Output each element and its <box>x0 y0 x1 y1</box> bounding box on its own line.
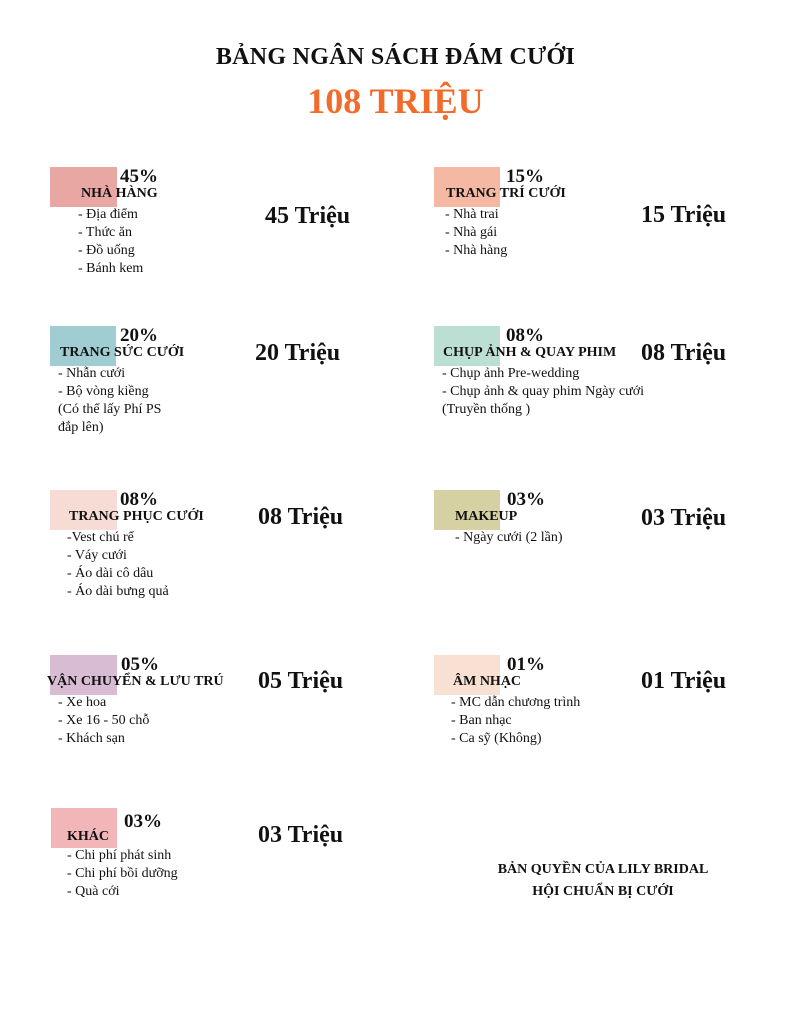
category-amount: 03 Triệu <box>258 822 344 848</box>
category-name: KHÁC <box>67 829 109 844</box>
list-item: - Ca sỹ (Không) <box>451 731 542 746</box>
category-amount: 15 Triệu <box>641 202 727 228</box>
category-items <box>451 694 580 748</box>
category-name: MAKEUP <box>455 509 518 524</box>
category-name: TRANG SỨC CƯỚI <box>60 345 185 360</box>
list-item: - Xe 16 - 50 chỗ <box>58 713 150 728</box>
category-amount: 45 Triệu <box>265 203 351 229</box>
list-item: - Nhà gái <box>445 225 498 240</box>
category-percent: 45% <box>120 166 158 187</box>
category-percent: 03% <box>507 489 545 510</box>
list-item: - Xe hoa <box>58 695 107 710</box>
category-items <box>58 365 161 437</box>
category-amount: 08 Triệu <box>258 504 344 530</box>
group-name: HỘI CHUẨN BỊ CƯỚI <box>532 884 674 899</box>
list-item: - Ban nhạc <box>451 713 512 728</box>
category-percent: 08% <box>120 489 158 510</box>
list-item: - Chi phí phát sinh <box>67 848 172 863</box>
list-item: - Nhà hàng <box>445 243 508 258</box>
category-items <box>445 206 507 260</box>
category-amount: 03 Triệu <box>641 505 727 531</box>
copyright-footer <box>470 859 736 903</box>
list-item: - Đồ uống <box>78 243 135 258</box>
category-name: VẬN CHUYỂN & LƯU TRÚ <box>47 674 224 689</box>
list-item: - Nhà trai <box>445 207 499 222</box>
category-percent: 03% <box>124 811 162 832</box>
list-item: - Chi phí bồi dưỡng <box>67 866 178 881</box>
category-percent: 15% <box>506 166 544 187</box>
list-item: -Vest chú rể <box>67 530 134 545</box>
list-item: - Quà cới <box>67 884 120 899</box>
list-item: - Áo dài cô dâu <box>67 566 154 581</box>
category-name: TRANG PHỤC CƯỚI <box>69 509 204 524</box>
list-item: - Váy cưới <box>67 548 127 563</box>
list-item: - MC dẫn chương trình <box>451 695 581 710</box>
page-title: BẢNG NGÂN SÁCH ĐÁM CƯỚI <box>215 44 576 70</box>
list-item: đắp lên) <box>58 420 104 435</box>
list-item: - Bộ vòng kiềng <box>58 384 149 399</box>
list-item: - Áo dài bưng quả <box>67 584 169 599</box>
list-item: - Địa điểm <box>78 207 138 222</box>
list-item: - Thức ăn <box>78 225 132 240</box>
category-items <box>67 529 169 601</box>
list-item: (Truyền thống ) <box>442 402 531 417</box>
category-percent: 08% <box>506 325 544 346</box>
category-amount: 01 Triệu <box>641 668 727 694</box>
list-item: - Chụp ảnh & quay phim Ngày cưới <box>442 384 645 399</box>
category-items <box>455 529 563 547</box>
category-percent: 20% <box>120 325 158 346</box>
list-item: - Nhẫn cưới <box>58 366 126 381</box>
category-amount: 20 Triệu <box>255 340 341 366</box>
total-budget: 108 TRIỆU <box>307 81 484 121</box>
list-item: - Ngày cưới (2 lần) <box>455 530 563 545</box>
list-item: - Bánh kem <box>78 261 144 276</box>
category-items <box>442 365 644 419</box>
category-amount: 05 Triệu <box>258 668 344 694</box>
category-name: TRANG TRÍ CƯỚI <box>446 186 566 201</box>
category-items <box>58 694 149 748</box>
category-name: CHỤP ẢNH & QUAY PHIM <box>443 345 617 360</box>
category-items <box>67 847 178 901</box>
category-percent: 05% <box>121 654 159 675</box>
list-item: - Khách sạn <box>58 731 125 746</box>
list-item: (Có thể lấy Phí PS <box>58 402 162 417</box>
category-items <box>78 206 143 278</box>
list-item: - Chụp ảnh Pre-wedding <box>442 366 580 381</box>
category-name: ÂM NHẠC <box>453 674 522 689</box>
copyright-line: BẢN QUYỀN CỦA LILY BRIDAL <box>497 862 709 877</box>
category-percent: 01% <box>507 654 545 675</box>
category-amount: 08 Triệu <box>641 340 727 366</box>
category-name: NHÀ HÀNG <box>81 186 158 201</box>
